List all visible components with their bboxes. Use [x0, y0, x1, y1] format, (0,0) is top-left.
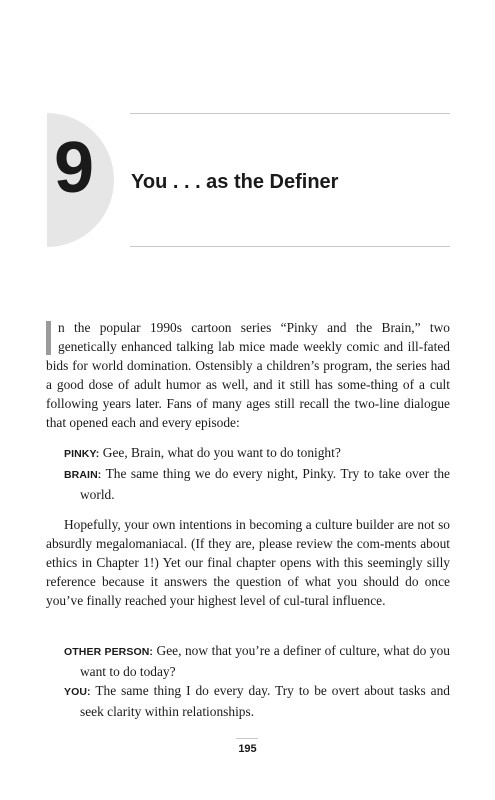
dialogue-line: [64, 641, 450, 681]
page-number: 195: [238, 743, 257, 755]
dialogue-line: [64, 681, 450, 721]
dialogue-text: Gee, Brain, what do you want to do tonight?: [102, 445, 341, 460]
chapter-number: 9: [54, 128, 95, 208]
dialogue-block: [64, 443, 450, 504]
body-paragraph: Hopefully, your own intentions in becoming a culture builder are not so absurdly megalomaniacal. (If they are, please review the com-ments about ethics in Chapter 1!) Yet our final chapter opens with this seemingly silly reference because it answers the question of what you should do once you’ve finally reached your highest level of cul-tural influence.: [46, 517, 450, 608]
speaker-name: OTHER PERSON:: [64, 646, 153, 658]
dialogue-block: [64, 641, 450, 721]
dialogue-line: [64, 443, 450, 464]
dialogue-text: The same thing we do every night, Pinky. Try to take over the world.: [80, 466, 450, 502]
dialogue-line: [64, 464, 450, 504]
header-rule-bottom: [130, 246, 450, 247]
speaker-name: BRAIN:: [64, 469, 102, 481]
footer-rule: [236, 738, 258, 739]
dialogue-text: The same thing I do every day. Try to be overt about tasks and seek clarity within relationships.: [80, 683, 450, 719]
paragraph-text: n the popular 1990s cartoon series “Pinky and the Brain,” two genetically enhanced talking lab mice made weekly comic and ill-fated bids for world domination. Ostensibly a children’s program, the series had a good dose of adult humor as well, and it still has some-thing of a cult following years later. Fans of many ages still recall the two-line dialogue that opened each and every episode:: [46, 320, 450, 430]
chapter-title: You . . . as the Definer: [131, 171, 339, 193]
speaker-name: YOU:: [64, 686, 91, 698]
speaker-name: PINKY:: [64, 448, 100, 460]
opening-paragraph: [46, 318, 450, 432]
dropcap-initial: [46, 321, 51, 355]
header-rule-top: [130, 113, 450, 114]
dialogue-text: Gee, now that you’re a definer of culture, what do you want to do today?: [80, 643, 450, 679]
